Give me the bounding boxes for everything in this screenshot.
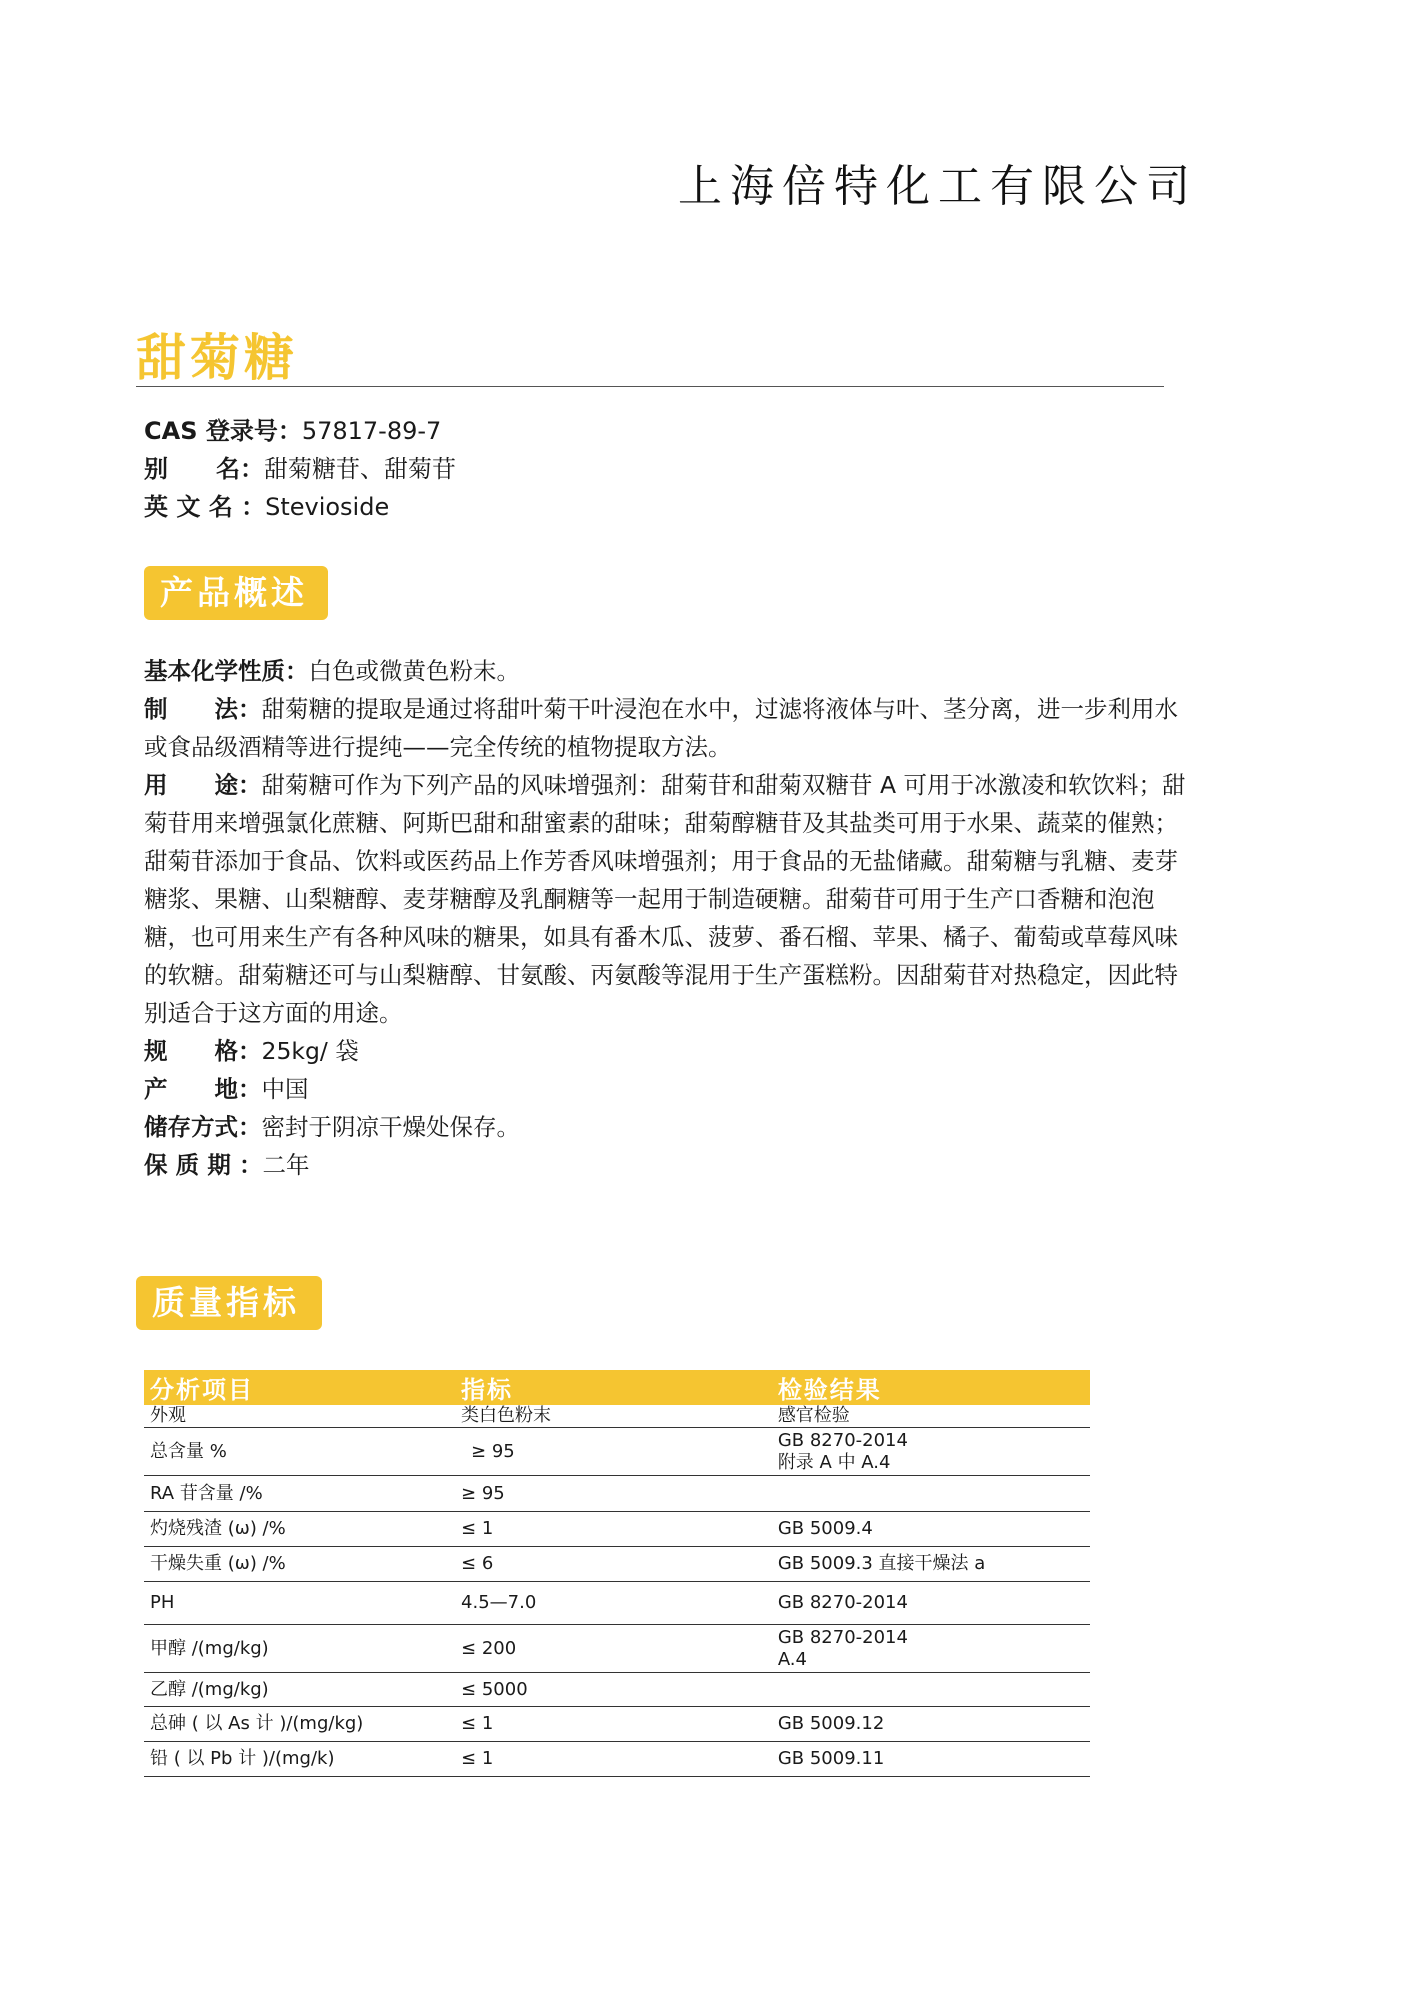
alias-value: 甜菊糖苷、甜菊苷 [264, 455, 456, 483]
table-row [144, 1707, 1090, 1742]
quality-heading: 质量指标 [136, 1276, 322, 1330]
cell-item: PH [144, 1582, 455, 1625]
cell-spec: ≤ 5000 [455, 1673, 772, 1707]
cell-spec: ≥ 95 [455, 1476, 772, 1512]
cell-item: 灼烧残渣 (ω) /% [144, 1512, 455, 1547]
table-row [144, 1625, 1090, 1673]
cell-spec: ≥ 95 [455, 1428, 772, 1476]
storage-label: 储存方式： [144, 1113, 262, 1141]
alias-row [144, 450, 456, 488]
company-name: 上海倍特化工有限公司 [678, 161, 1198, 212]
cell-item: 铅 ( 以 Pb 计 )/(mg/k) [144, 1742, 455, 1777]
cell-spec: ≤ 6 [455, 1547, 772, 1582]
column-header-spec: 指标 [455, 1370, 772, 1405]
origin-label: 产 地： [144, 1075, 262, 1103]
table-row [144, 1547, 1090, 1582]
cell-spec: 4.5—7.0 [455, 1582, 772, 1625]
method-label: 制 法： [144, 695, 262, 723]
column-header-item: 分析项目 [144, 1370, 455, 1405]
cas-label: CAS 登录号： [144, 417, 302, 445]
cell-spec: ≤ 1 [455, 1742, 772, 1777]
cell-spec: ≤ 200 [455, 1625, 772, 1673]
cell-item: 甲醇 /(mg/kg) [144, 1625, 455, 1673]
basic-property [144, 652, 1194, 690]
cell-item: 干燥失重 (ω) /% [144, 1547, 455, 1582]
shelf-life-label: 保 质 期 ： [144, 1151, 263, 1179]
quality-table-header [144, 1370, 1090, 1405]
table-row [144, 1476, 1090, 1512]
quality-table [144, 1370, 1090, 1777]
overview-heading: 产品概述 [144, 566, 328, 620]
cell-result: 感官检验 [772, 1405, 1090, 1428]
cell-result: GB 5009.11 [772, 1742, 1090, 1777]
english-name-label: 英 文 名 ： [144, 493, 266, 521]
specification-value: 25kg/ 袋 [261, 1037, 359, 1065]
cell-result: GB 8270-2014 附录 A 中 A.4 [772, 1428, 1090, 1476]
storage [144, 1108, 1194, 1146]
basic-property-value: 白色或微黄色粉末。 [308, 657, 520, 685]
origin [144, 1070, 1194, 1108]
cell-result: GB 5009.4 [772, 1512, 1090, 1547]
table-row [144, 1582, 1090, 1625]
cell-item: 外观 [144, 1405, 455, 1428]
overview-section [144, 652, 1194, 1184]
shelf-life [144, 1146, 1194, 1184]
english-name-row [144, 488, 456, 526]
method-value: 甜菊糖的提取是通过将甜叶菊干叶浸泡在水中，过滤将液体与叶、茎分离，进一步利用水或食品级酒精等进行提纯——完全传统的植物提取方法。 [144, 695, 1178, 761]
table-row [144, 1742, 1090, 1777]
column-header-result: 检验结果 [772, 1370, 1090, 1405]
usage [144, 766, 1194, 1032]
origin-value: 中国 [261, 1075, 309, 1103]
cell-item: 总砷 ( 以 As 计 )/(mg/kg) [144, 1707, 455, 1742]
product-info [144, 412, 456, 526]
cell-item: 总含量 % [144, 1428, 455, 1476]
alias-label: 别 名： [144, 455, 264, 483]
usage-value: 甜菊糖可作为下列产品的风味增强剂：甜菊苷和甜菊双糖苷 A 可用于冰激凌和软饮料；甜菊苷用来增强氯化蔗糖、阿斯巴甜和甜蜜素的甜味；甜菊醇糖苷及其盐类可用于水果、蔬菜的催熟；甜菊苷添加于食品、饮料或医药品上作芳香风味增强剂；用于食品的无盐储藏。甜菊糖与乳糖、麦芽糖浆、果糖、山梨糖醇、麦芽糖醇及乳酮糖等一起用于制造硬糖。甜菊苷可用于生产口香糖和泡泡糖，也可用来生产有各种风味的糖果，如具有番木瓜、菠萝、番石榴、苹果、橘子、葡萄或草莓风味的软糖。甜菊糖还可与山梨糖醇、甘氨酸、丙氨酸等混用于生产蛋糕粉。因甜菊苷对热稳定，因此特别适合于这方面的用途。 [144, 771, 1186, 1027]
title-divider [136, 386, 1164, 387]
specification-label: 规 格： [144, 1037, 262, 1065]
english-name-value: Stevioside [265, 493, 390, 521]
cell-spec: ≤ 1 [455, 1707, 772, 1742]
product-title: 甜菊糖 [136, 329, 298, 387]
cell-result: GB 5009.3 直接干燥法 a [772, 1547, 1090, 1582]
basic-property-label: 基本化学性质： [144, 657, 309, 685]
cell-result [772, 1673, 1090, 1707]
cell-result: GB 8270-2014 [772, 1582, 1090, 1625]
cas-value: 57817-89-7 [301, 417, 442, 445]
cell-item: RA 苷含量 /% [144, 1476, 455, 1512]
cell-result: GB 5009.12 [772, 1707, 1090, 1742]
cell-spec: 类白色粉末 [455, 1405, 772, 1428]
cell-result [772, 1476, 1090, 1512]
cas-row [144, 412, 456, 450]
specification [144, 1032, 1194, 1070]
method [144, 690, 1194, 766]
table-row [144, 1512, 1090, 1547]
usage-label: 用 途： [144, 771, 262, 799]
table-row [144, 1428, 1090, 1476]
table-row [144, 1673, 1090, 1707]
shelf-life-value: 二年 [262, 1151, 310, 1179]
cell-result: GB 8270-2014 A.4 [772, 1625, 1090, 1673]
storage-value: 密封于阴凉干燥处保存。 [261, 1113, 520, 1141]
cell-item: 乙醇 /(mg/kg) [144, 1673, 455, 1707]
cell-spec: ≤ 1 [455, 1512, 772, 1547]
table-row [144, 1405, 1090, 1428]
